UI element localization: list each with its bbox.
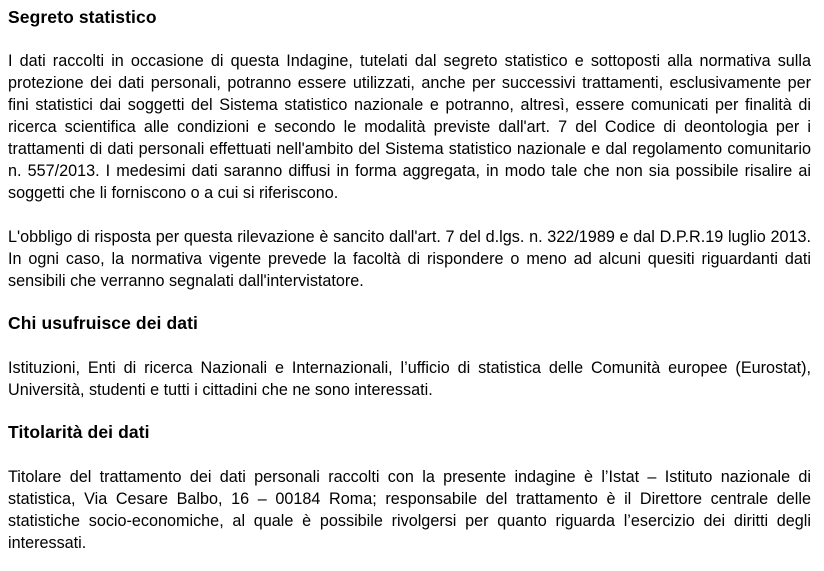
section-heading-segreto-statistico: Segreto statistico bbox=[8, 7, 157, 27]
paragraph-obbligo-risposta: L'obbligo di risposta per questa rilevazione è sancito dall'art. 7 del d.lgs. n. 322/1989 e dal D.P.R.19 luglio 2013. In ogni caso, la normativa vigente prevede la facoltà di rispondere o meno ad alcuni quesiti riguardanti dati sensibili che verranno segnalati dall'intervistatore. bbox=[8, 228, 811, 290]
paragraph-titolarita: Titolare del trattamento dei dati personali raccolti con la presente indagine è l’Istat – Istituto nazionale di statistica, Via Cesare Balbo, 16 – 00184 Roma; responsabile del trattamento è il Direttore centrale delle statistiche socio-economiche, al quale è possibile rivolgersi per quanto riguarda l’esercizio dei diritti degli interessati. bbox=[8, 468, 811, 552]
paragraph-chi-usufruisce: Istituzioni, Enti di ricerca Nazionali e Internazionali, l’ufficio di statistica delle Comunità europee (Eurostat), Università, studenti e tutti i cittadini che ne sono interessati. bbox=[8, 359, 811, 399]
section-heading-titolarita: Titolarità dei dati bbox=[8, 422, 150, 442]
paragraph-segreto-statistico-1: I dati raccolti in occasione di questa Indagine, tutelati dal segreto statistico e sottoposti alla normativa sulla protezione dei dati personali, potranno essere utilizzati, anche per successivi trattamenti, esclusivamente per fini statistici dai soggetti del Sistema statistico nazionale e potranno, altresì, essere comunicati per finalità di ricerca scientifica alle condizioni e secondo le modalità previste dall'art. 7 del Codice di deontologia per i trattamenti di dati personali effettuati nell'ambito del Sistema statistico nazionale e dal regolamento comunitario n. 557/2013. I medesimi dati saranno diffusi in forma aggregata, in modo tale che non sia possibile risalire ai soggetti che li forniscono o a cui si riferiscono. bbox=[8, 52, 811, 202]
section-heading-chi-usufruisce: Chi usufruisce dei dati bbox=[8, 313, 198, 333]
